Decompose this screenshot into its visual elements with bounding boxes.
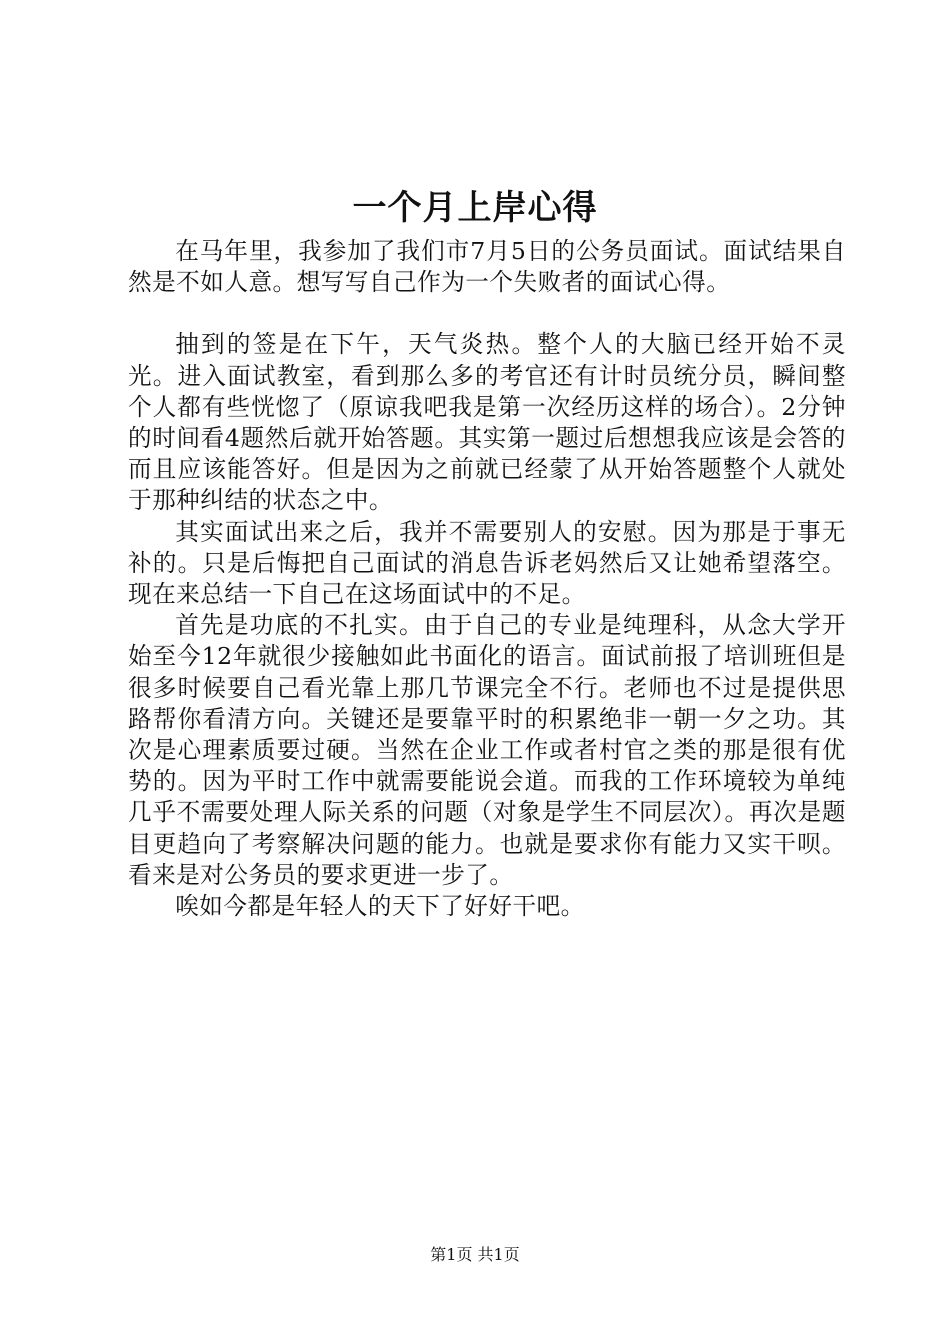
paragraph-intro: 在马年里，我参加了我们市7月5日的公务员面试。面试结果自然是不如人意。想写写自己作为一个失败者的面试心得。 (128, 237, 846, 297)
page-number-footer: 第1页 共1页 (430, 1245, 520, 1264)
paragraph-reflection: 其实面试出来之后，我并不需要别人的安慰。因为那是于事无补的。只是后悔把自己面试的消息告诉老妈然后又让她希望落空。现在来总结一下自己在这场面试中的不足。 (128, 517, 846, 609)
paragraph-interview-experience: 抽到的签是在下午，天气炎热。整个人的大脑已经开始不灵光。进入面试教室，看到那么多的考官还有计时员统分员，瞬间整个人都有些恍惚了（原谅我吧我是第一次经历这样的场合）。2分钟的时间看4题然后就开始答题。其实第一题过后想想我应该是会答的而且应该能答好。但是因为之前就已经蒙了从开始答题整个人就处于那种纠结的状态之中。 (128, 330, 846, 515)
paragraph-closing: 唉如今都是年轻人的天下了好好干吧。 (175, 892, 585, 921)
document-title: 一个月上岸心得 (352, 188, 598, 228)
paragraph-shortcomings: 首先是功底的不扎实。由于自己的专业是纯理科，从念大学开始至今12年就很少接触如此书面化的语言。面试前报了培训班但是很多时候要自己看光靠上那几节课完全不行。老师也不过是提供思路帮你看清方向。关键还是要靠平时的积累绝非一朝一夕之功。其次是心理素质要过硬。当然在企业工作或者村官之类的那是很有优势的。因为平时工作中就需要能说会道。而我的工作环境较为单纯几乎不需要处理人际关系的问题（对象是学生不同层次）。再次是题目更趋向了考察解决问题的能力。也就是要求你有能力又实干呗。看来是对公务员的要求更进一步了。 (128, 611, 846, 889)
document-body (128, 236, 846, 922)
